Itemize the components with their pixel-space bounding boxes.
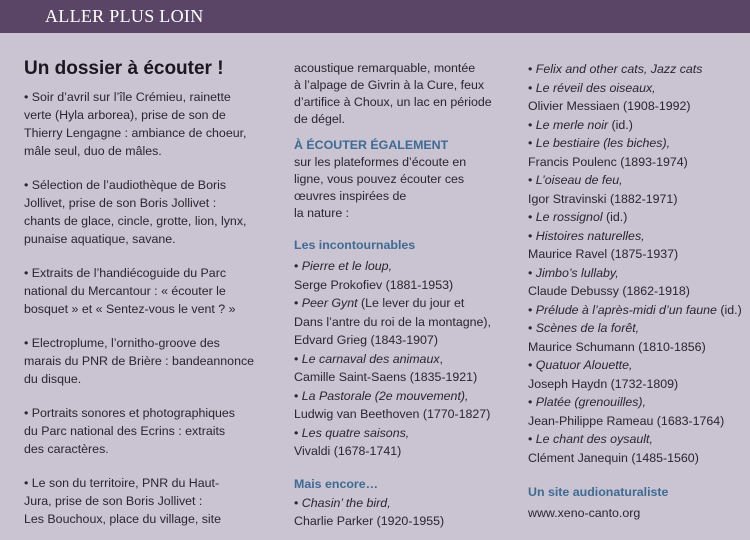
- encore-list: [294, 494, 509, 531]
- work-title: Le chant des oysault,: [535, 432, 653, 446]
- work-note: (id.): [716, 302, 742, 317]
- work-note: (Le lever du jour et: [357, 296, 465, 310]
- site-heading: Un site audionaturaliste: [528, 485, 669, 499]
- list-item: [294, 387, 509, 424]
- work-title: Felix and other cats, Jazz cats: [535, 62, 703, 76]
- list-item: [294, 294, 509, 350]
- list-item: [528, 116, 743, 135]
- work-title: La Pastorale (2e mouvement),: [301, 388, 469, 403]
- work-title: Le carnaval des animaux: [301, 351, 440, 366]
- bullet: •: [294, 351, 302, 366]
- list-item: [528, 393, 743, 430]
- bullet: •: [294, 388, 302, 403]
- bullet: •: [528, 432, 536, 446]
- bullet: •: [528, 321, 536, 335]
- work-title: Histoires naturelles,: [535, 228, 645, 243]
- bullet: •: [528, 117, 536, 132]
- list-item: [294, 494, 509, 531]
- bullet: •: [528, 228, 536, 243]
- work-note: (id.): [608, 117, 633, 132]
- composer: Igor Stravinski (1882-1971): [528, 191, 678, 206]
- list-item: [528, 227, 743, 264]
- paragraph: • Portraits sonores et photographiques du Parc national des Ecrins : extraits des caractères.: [24, 406, 235, 456]
- composer: Maurice Schumann (1810-1856): [528, 339, 706, 354]
- section-title: ALLER PLUS LOIN: [45, 6, 204, 26]
- main-title: Un dossier à écouter !: [24, 58, 224, 79]
- list-item: [528, 264, 743, 301]
- work-note: ,: [439, 351, 443, 366]
- paragraph: • Sélection de l’audiothèque de Boris Jollivet, prise de son Boris Jollivet : chants de glace, cincle, grotte, lion, lynx, punaise aquatique, savane.: [24, 178, 247, 246]
- work-title: Le bestiaire (les biches),: [535, 136, 671, 150]
- bullet: •: [294, 259, 302, 273]
- bullet: •: [528, 80, 536, 95]
- composer: Maurice Ravel (1875-1937): [528, 247, 679, 261]
- list-item: [528, 319, 743, 356]
- bullet: •: [528, 136, 536, 150]
- column-2: [294, 60, 509, 531]
- incontournables-list: [294, 257, 509, 461]
- work-title: Chasin’ the bird,: [301, 495, 391, 510]
- list-item: [294, 257, 509, 294]
- column-3: [528, 60, 743, 523]
- work-title: Jimbo’s lullaby,: [535, 265, 619, 280]
- work-note: (id.): [602, 210, 628, 224]
- list-item: [528, 134, 743, 171]
- bullet: •: [294, 296, 302, 310]
- composer: Charlie Parker (1920-1955): [294, 514, 445, 528]
- also-heading: À ÉCOUTER ÉGALEMENT: [294, 138, 449, 152]
- composer: Vivaldi (1678-1741): [294, 444, 402, 458]
- work-title: Le réveil des oiseaux,: [535, 80, 656, 95]
- list-item: [528, 60, 743, 79]
- list-item: [528, 301, 743, 320]
- composer: Serge Prokofiev (1881-1953): [294, 277, 454, 292]
- column-1: [24, 58, 269, 528]
- composer: Claude Debussy (1862-1918): [528, 284, 690, 298]
- composer: Clément Janequin (1485-1560): [528, 450, 699, 465]
- bullet: •: [528, 210, 536, 224]
- bullet: •: [528, 395, 536, 409]
- list-item: [528, 430, 743, 467]
- list-item: [528, 208, 743, 227]
- bullet: •: [528, 302, 536, 317]
- list-item: [294, 424, 509, 461]
- list-item: [528, 356, 743, 393]
- paragraph: • Electroplume, l’ornitho-groove des marais du PNR de Brière : bandeannonce du disque.: [24, 336, 255, 386]
- site-url: www.xeno-canto.org: [528, 506, 641, 520]
- work-title: Scènes de la forêt,: [535, 321, 640, 335]
- incontournables-heading: Les incontournables: [294, 238, 416, 252]
- work-title: Le rossignol: [535, 210, 603, 224]
- continued-paragraph: acoustique remarquable, montée à l’alpage de Givrin à la Cure, feux d’artifice à Choux, un lac en période de dégel.: [294, 61, 492, 126]
- list-item: [528, 79, 743, 116]
- composer: Dans l’antre du roi de la montagne), Edvard Grieg (1843-1907): [294, 314, 491, 347]
- paragraph: • Le son du territoire, PNR du Haut- Jura, prise de son Boris Jollivet : Les Bouchoux, place du village, site: [24, 476, 221, 526]
- composer: Olivier Messiaen (1908-1992): [528, 99, 691, 113]
- work-title: Quatuor Alouette,: [535, 358, 633, 372]
- composer: Camille Saint-Saens (1835-1921): [294, 370, 478, 384]
- section-header: [0, 0, 750, 33]
- composer: Jean-Philippe Rameau (1683-1764): [528, 413, 725, 428]
- list-item: [528, 171, 743, 208]
- work-title: Le merle noir: [535, 117, 609, 132]
- work-title: Platée (grenouilles),: [535, 395, 646, 409]
- works-list: [528, 60, 743, 467]
- also-text: sur les plateformes d’écoute en ligne, vous pouvez écouter ces œuvres inspirées de la nature :: [294, 155, 467, 220]
- bullet: •: [294, 425, 302, 440]
- work-title: Prélude à l’après-midi d’un faune: [535, 302, 717, 317]
- work-title: L’oiseau de feu,: [535, 173, 623, 187]
- work-title: Les quatre saisons,: [301, 425, 410, 440]
- list-item: [294, 350, 509, 387]
- bullet: •: [294, 495, 302, 510]
- paragraph: • Extraits de l’handiécoguide du Parc national du Mercantour : « écouter le bosquet » et « Sentez-vous le vent ? »: [24, 266, 236, 316]
- bullet: •: [528, 62, 536, 76]
- bullet: •: [528, 265, 536, 280]
- composer: Ludwig van Beethoven (1770-1827): [294, 407, 491, 421]
- composer: Joseph Haydn (1732-1809): [528, 376, 679, 391]
- work-title: Peer Gynt: [301, 296, 358, 310]
- bullet: •: [528, 358, 536, 372]
- paragraph: • Soir d’avril sur l’île Crémieu, rainette verte (Hyla arborea), prise de son de Thierry Lengagne : ambiance de choeur, mâle seul, duo de mâles.: [24, 90, 247, 158]
- work-title: Pierre et le loup,: [301, 259, 393, 273]
- composer: Francis Poulenc (1893-1974): [528, 154, 688, 169]
- encore-heading: Mais encore…: [294, 476, 379, 491]
- bullet: •: [528, 173, 536, 187]
